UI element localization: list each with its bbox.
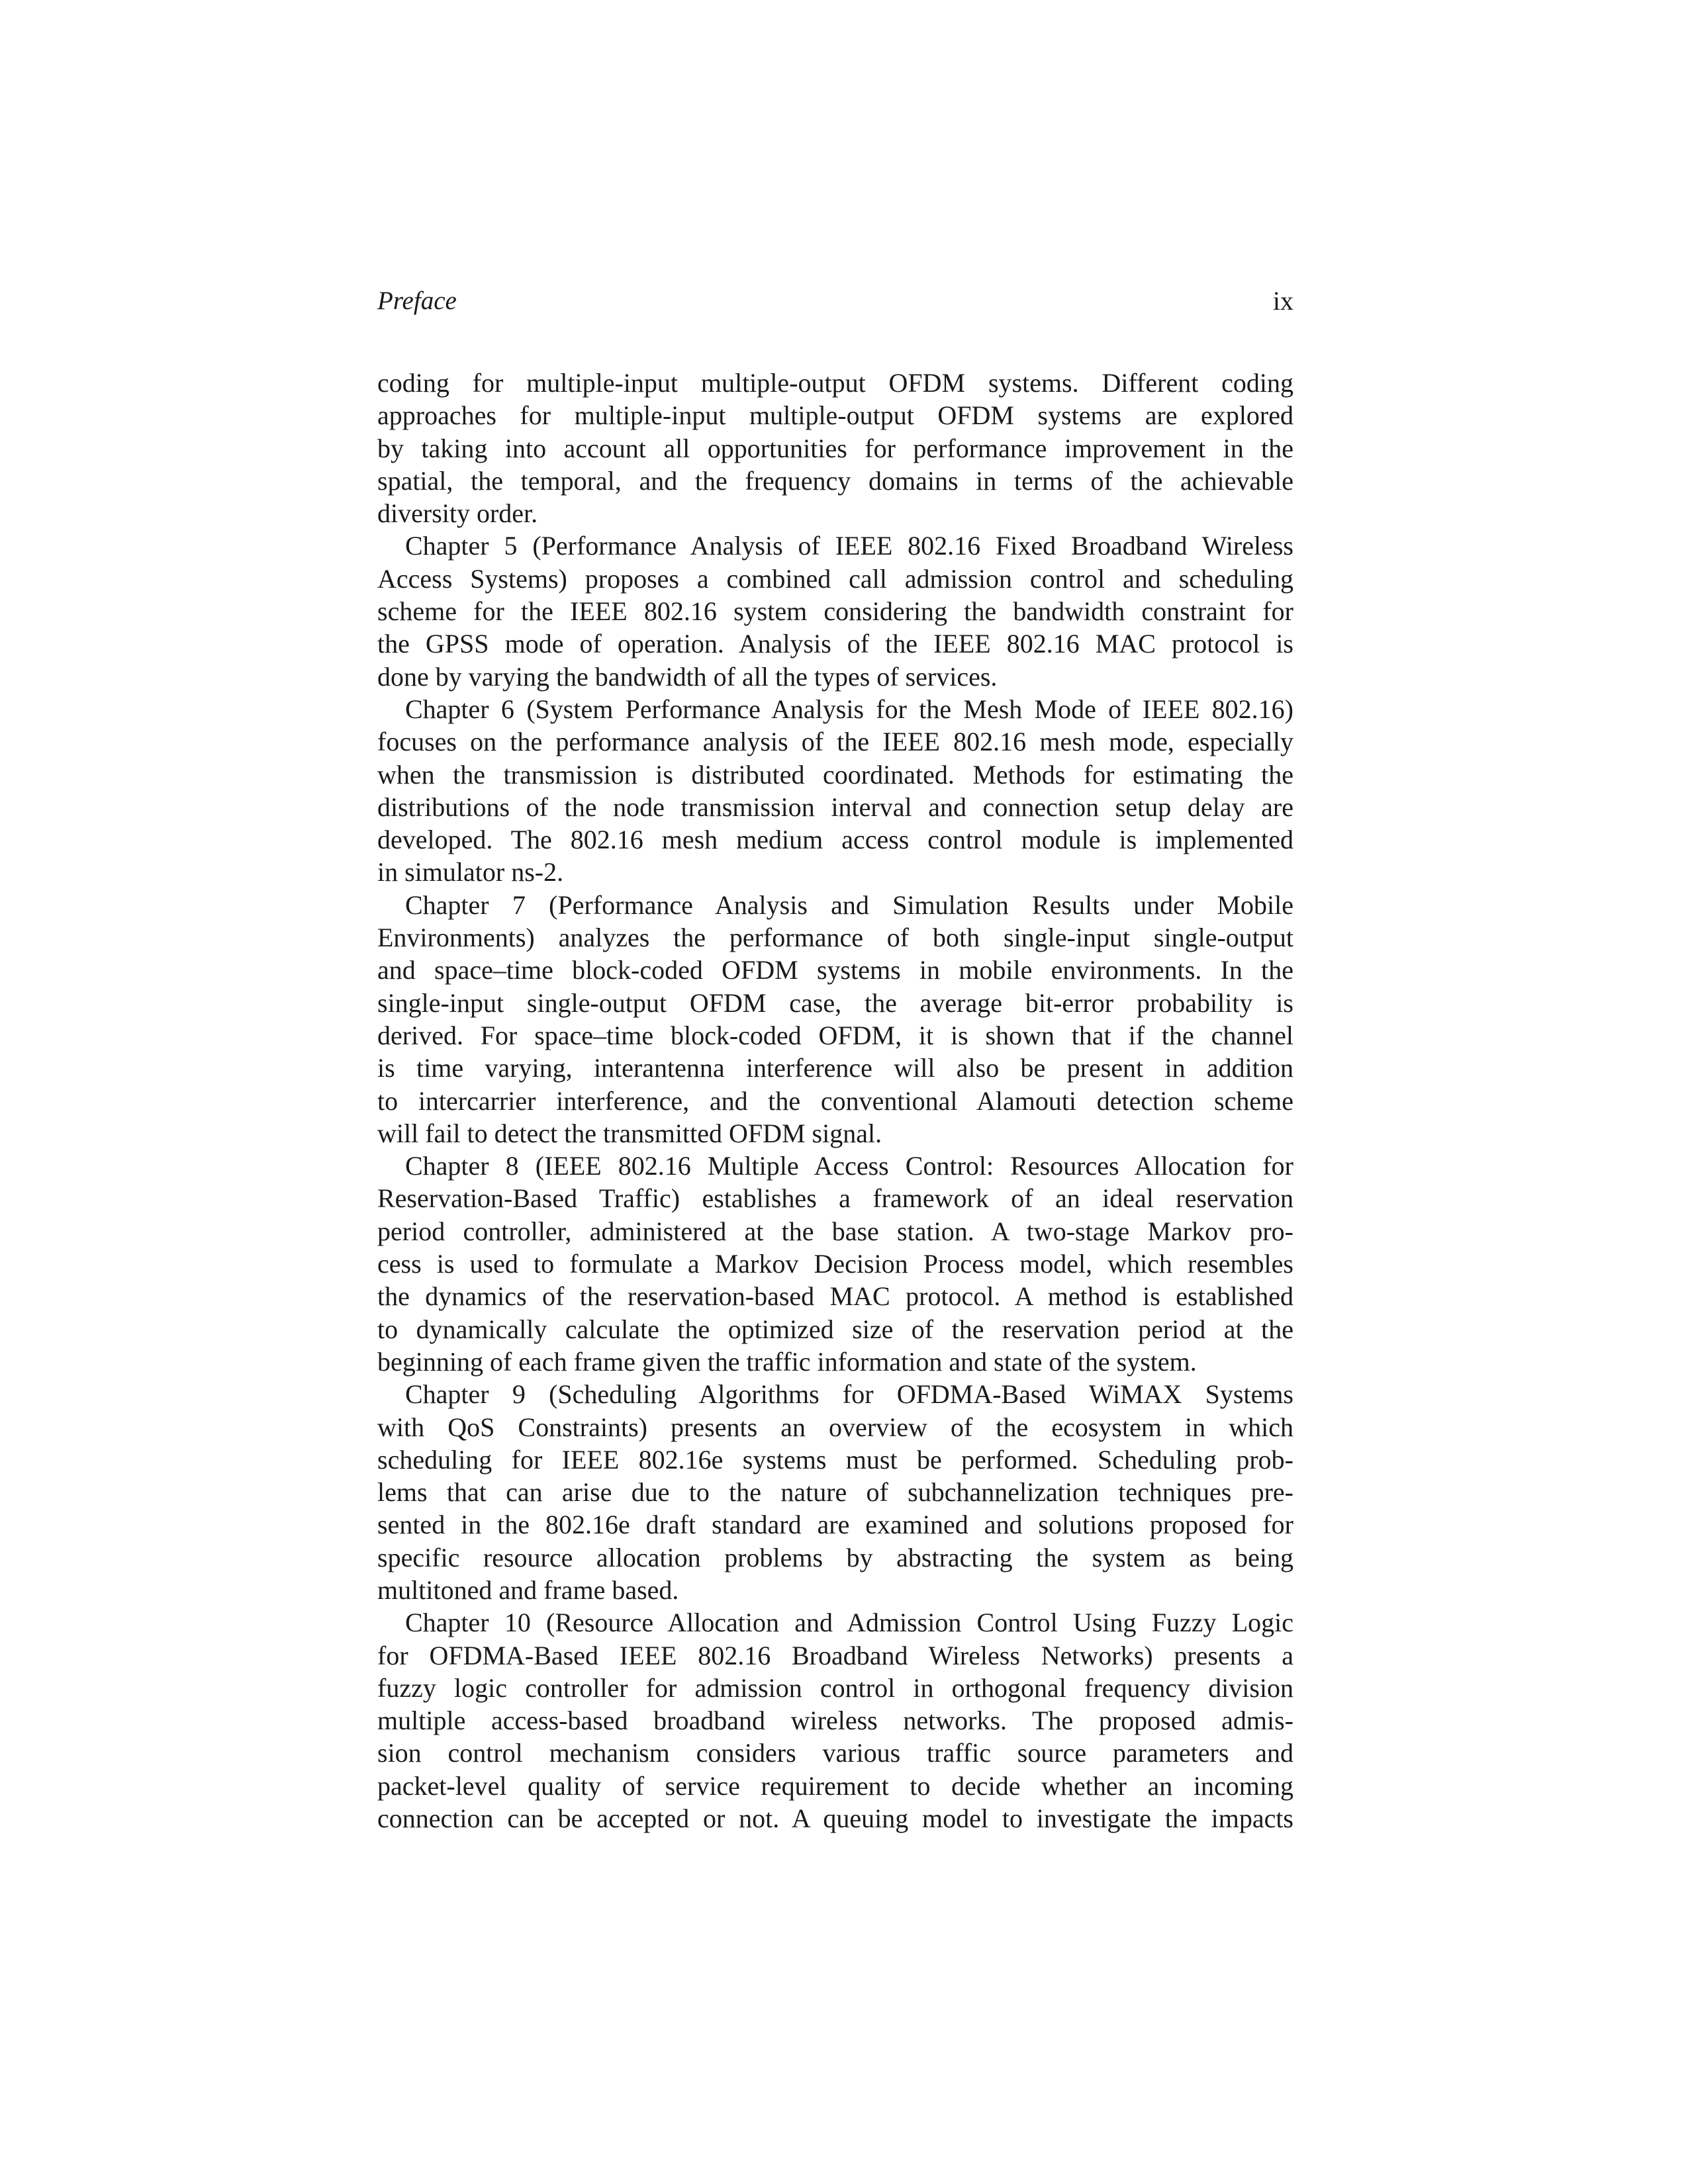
preface-body-text [377,367,1293,1835]
text-line: for OFDMA-Based IEEE 802.16 Broadband Wireless Networks) presents a [377,1640,1293,1670]
text-line: Chapter 5 (Performance Analysis of IEEE 802.16 Fixed Broadband Wireless [405,531,1293,561]
text-line: Environments) analyzes the performance of both single-input single-output [377,923,1293,953]
text-line: to dynamically calculate the optimized size of the reservation period at the [377,1314,1293,1344]
text-line: multiple access-based broadband wireless networks. The proposed admis- [377,1706,1293,1736]
text-line: when the transmission is distributed coordinated. Methods for estimating the [377,759,1293,790]
text-line: sion control mechanism considers various traffic source parameters and [377,1738,1293,1768]
text-line: with QoS Constraints) presents an overview of the ecosystem in which [377,1412,1293,1442]
text-line: scheme for the IEEE 802.16 system considering the bandwidth constraint for [377,596,1293,627]
text-line: is time varying, interantenna interference will also be present in addition [377,1053,1293,1083]
text-line: coding for multiple-input multiple-output OFDM systems. Different coding [377,368,1293,398]
text-line: diversity order. [377,498,538,529]
text-line: done by varying the bandwidth of all the types of services. [377,661,998,692]
text-line: lems that can arise due to the nature of subchannelization techniques pre- [377,1477,1293,1508]
page-number: ix [1272,286,1293,316]
text-line: the dynamics of the reservation-based MAC protocol. A method is established [377,1281,1293,1312]
text-line: connection can be accepted or not. A queuing model to investigate the impacts [377,1803,1293,1834]
text-line: spatial, the temporal, and the frequency domains in terms of the achievable [377,465,1293,496]
text-line: Chapter 10 (Resource Allocation and Admission Control Using Fuzzy Logic [405,1608,1293,1638]
running-head-section: Preface [377,287,457,315]
text-line: specific resource allocation problems by abstracting the system as being [377,1542,1293,1572]
text-line: scheduling for IEEE 802.16e systems must be performed. Scheduling prob- [377,1444,1293,1475]
text-line: the GPSS mode of operation. Analysis of the IEEE 802.16 MAC protocol is [377,629,1293,659]
text-line: distributions of the node transmission interval and connection setup delay are [377,792,1293,822]
text-line: packet-level quality of service requirement to decide whether an incoming [377,1770,1293,1801]
text-line: Chapter 7 (Performance Analysis and Simulation Results under Mobile [405,889,1293,920]
text-line: to intercarrier interference, and the conventional Alamouti detection scheme [377,1085,1293,1116]
text-line: sented in the 802.16e draft standard are examined and solutions proposed for [377,1510,1293,1540]
text-line: beginning of each frame given the traffic information and state of the system. [377,1346,1197,1377]
running-head [377,281,1293,321]
text-line: Chapter 9 (Scheduling Algorithms for OFDMA-Based WiMAX Systems [405,1379,1293,1410]
text-line: fuzzy logic controller for admission control in orthogonal frequency division [377,1672,1293,1703]
text-line: Chapter 8 (IEEE 802.16 Multiple Access Control: Resources Allocation for [405,1151,1293,1181]
text-line: Reservation-Based Traffic) establishes a framework of an ideal reservation [377,1183,1293,1214]
text-line: period controller, administered at the base station. A two-stage Markov pro- [377,1216,1293,1246]
text-line: multitoned and frame based. [377,1574,679,1605]
text-line: Chapter 6 (System Performance Analysis for the Mesh Mode of IEEE 802.16) [405,694,1293,724]
text-line: in simulator ns-2. [377,857,564,887]
text-line: Access Systems) proposes a combined call admission control and scheduling [377,563,1293,594]
text-line: and space–time block-coded OFDM systems in mobile environments. In the [377,955,1293,985]
text-line: focuses on the performance analysis of the IEEE 802.16 mesh mode, especially [377,727,1293,757]
text-line: approaches for multiple-input multiple-output OFDM systems are explored [377,400,1293,431]
text-line: will fail to detect the transmitted OFDM signal. [377,1118,882,1148]
text-line: derived. For space–time block-coded OFDM, it is shown that if the channel [377,1020,1293,1050]
text-line: single-input single-output OFDM case, the average bit-error probability is [377,987,1293,1018]
text-line: cess is used to formulate a Markov Decision Process model, which resembles [377,1249,1293,1279]
text-line: by taking into account all opportunities for performance improvement in the [377,433,1293,463]
text-line: developed. The 802.16 mesh medium access control module is implemented [377,825,1293,855]
